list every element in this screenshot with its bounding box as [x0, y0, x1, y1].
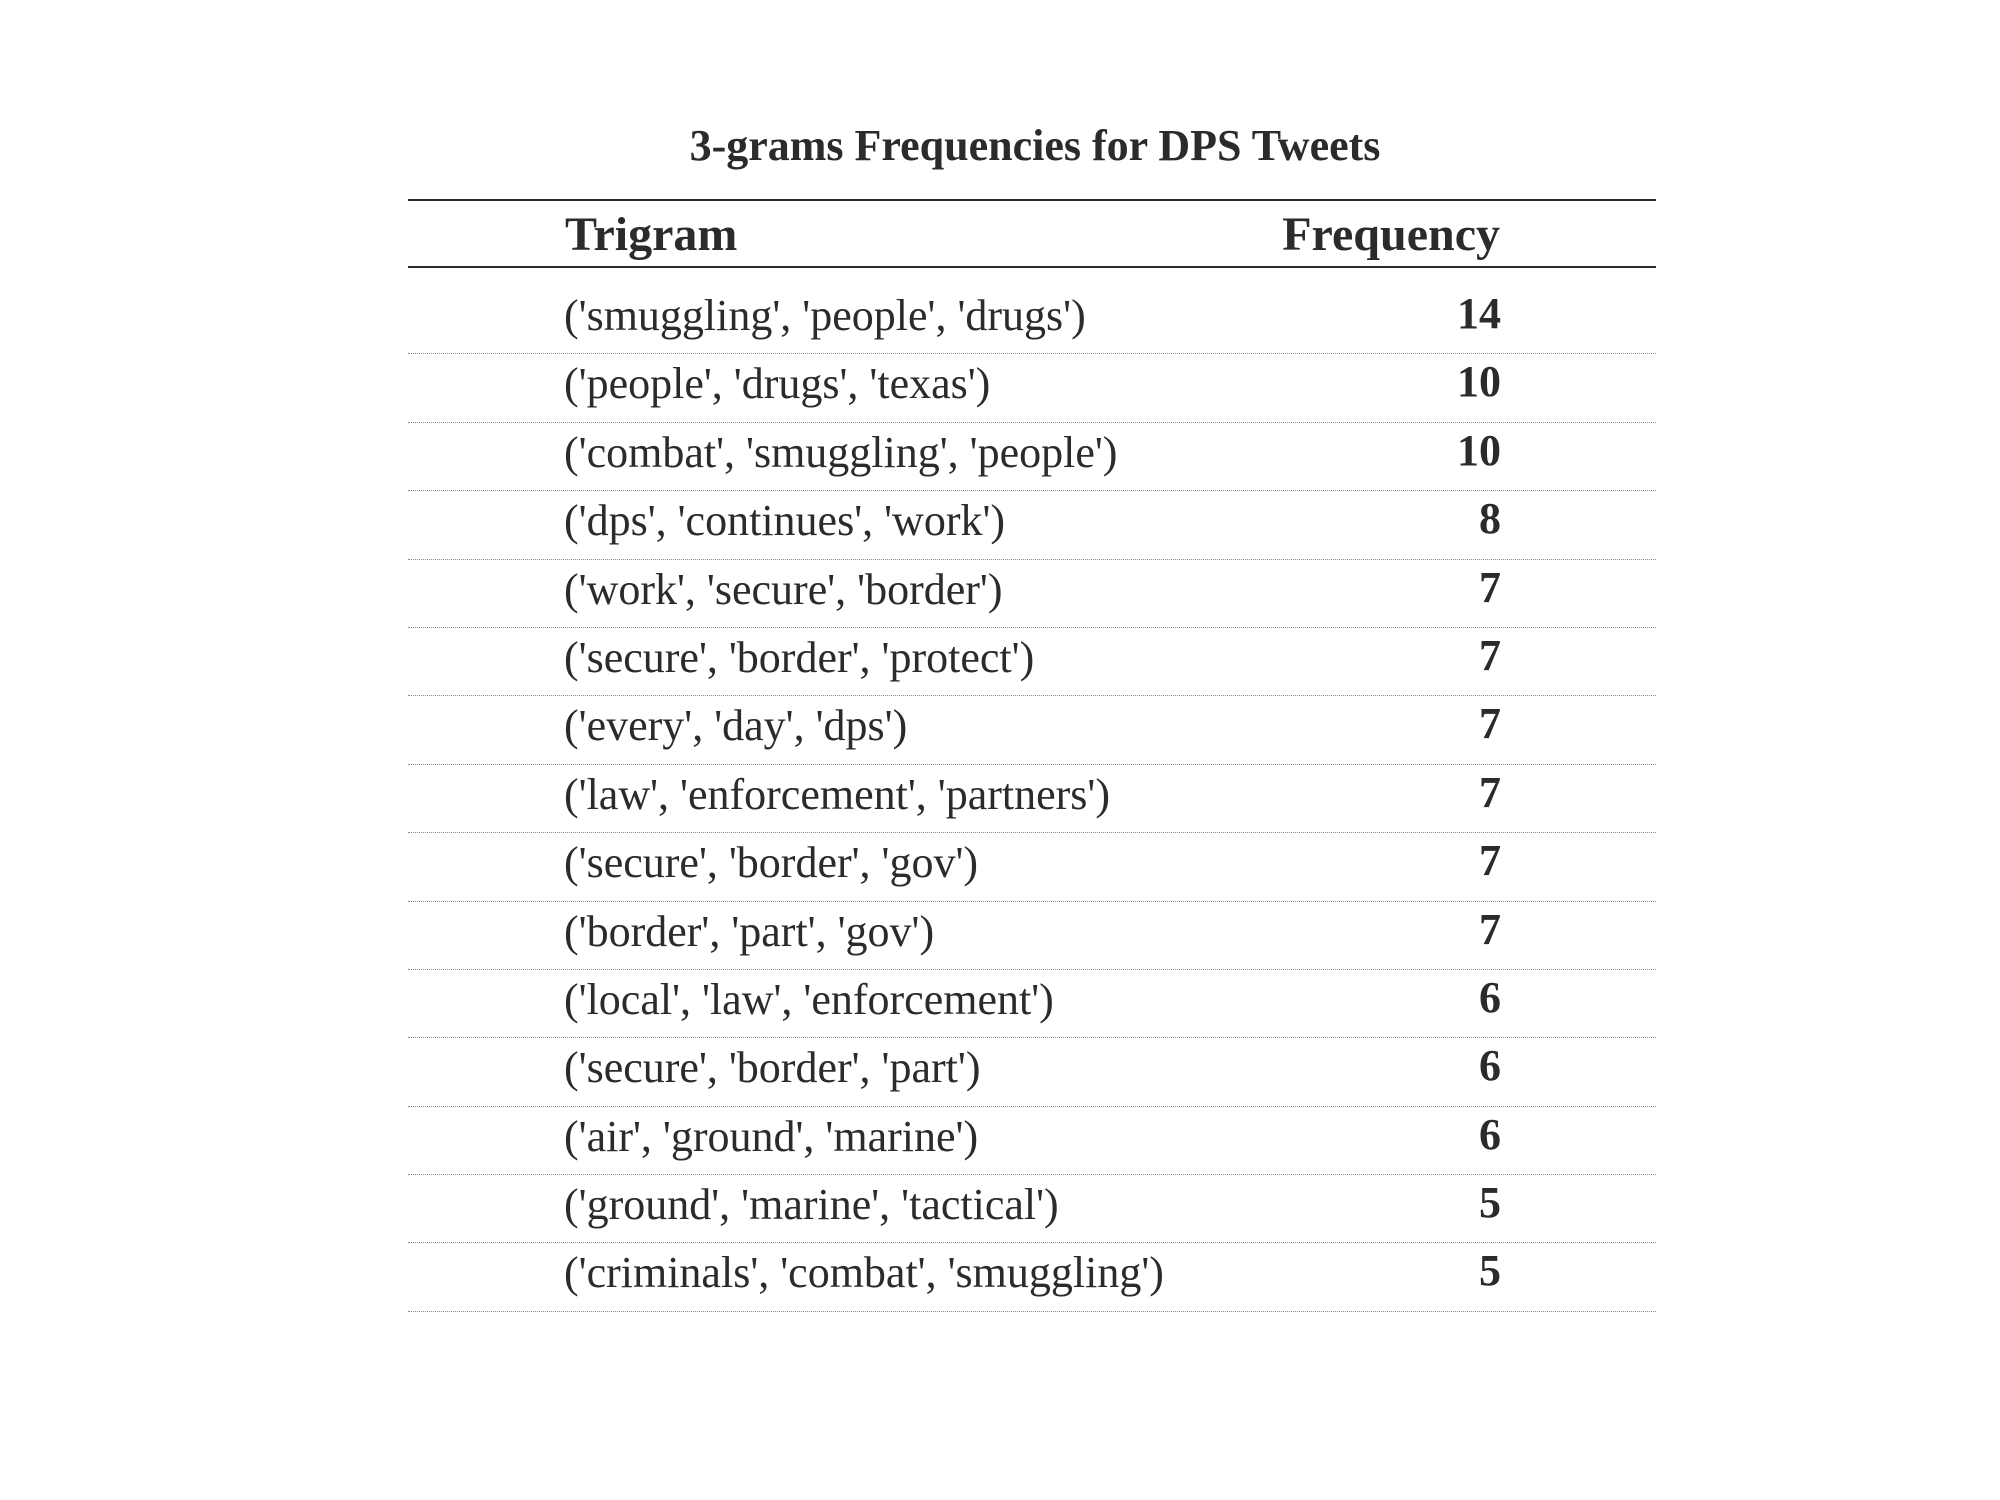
frequency-cell: 10	[1457, 357, 1501, 407]
frequency-cell: 6	[1479, 1041, 1501, 1091]
header-rule	[408, 266, 1656, 268]
table-row	[408, 423, 1656, 491]
frequency-cell: 14	[1457, 289, 1501, 338]
trigram-cell: ('combat', 'smuggling', 'people')	[564, 427, 1118, 477]
frequency-cell: 7	[1479, 699, 1501, 749]
trigram-cell: ('secure', 'border', 'part')	[564, 1043, 981, 1093]
trigram-cell: ('air', 'ground', 'marine')	[564, 1111, 979, 1161]
trigram-cell: ('dps', 'continues', 'work')	[564, 496, 1006, 546]
trigram-cell: ('criminals', 'combat', 'smuggling')	[564, 1248, 1164, 1298]
frequency-cell: 5	[1479, 1246, 1501, 1296]
frequency-cell: 8	[1479, 494, 1501, 544]
table-top-rule	[408, 199, 1656, 201]
table-row	[408, 1038, 1656, 1106]
frequency-cell: 7	[1479, 630, 1501, 680]
table-row	[408, 902, 1656, 970]
table-row	[408, 628, 1656, 696]
table-row	[408, 970, 1656, 1038]
table-row	[408, 833, 1656, 901]
table-row	[408, 1107, 1656, 1175]
trigram-cell: ('law', 'enforcement', 'partners')	[564, 769, 1110, 819]
frequency-cell: 10	[1457, 425, 1501, 475]
table-row	[408, 354, 1656, 422]
frequency-cell: 6	[1479, 1109, 1501, 1159]
trigram-cell: ('every', 'day', 'dps')	[564, 701, 908, 751]
table-row	[408, 491, 1656, 559]
table-row	[408, 560, 1656, 628]
trigram-cell: ('local', 'law', 'enforcement')	[564, 974, 1054, 1024]
table-row	[408, 1175, 1656, 1243]
trigram-cell: ('secure', 'border', 'gov')	[564, 838, 979, 888]
column-header-frequency: Frequency	[1282, 208, 1500, 261]
frequency-cell: 6	[1479, 972, 1501, 1022]
column-header-trigram: Trigram	[565, 208, 738, 261]
trigram-cell: ('ground', 'marine', 'tactical')	[564, 1180, 1059, 1230]
frequency-cell: 5	[1479, 1178, 1501, 1228]
table-row	[408, 765, 1656, 833]
frequency-cell: 7	[1479, 904, 1501, 954]
trigram-cell: ('people', 'drugs', 'texas')	[564, 359, 991, 409]
frequency-cell: 7	[1479, 836, 1501, 886]
table-title: 3-grams Frequencies for DPS Tweets	[689, 121, 1381, 170]
frequency-cell: 7	[1479, 767, 1501, 817]
table-row	[408, 696, 1656, 764]
trigram-cell: ('border', 'part', 'gov')	[564, 906, 935, 956]
trigram-cell: ('secure', 'border', 'protect')	[564, 632, 1035, 682]
table-row	[408, 286, 1656, 354]
frequency-cell: 7	[1479, 562, 1501, 612]
table-row	[408, 1243, 1656, 1311]
trigram-cell: ('smuggling', 'people', 'drugs')	[564, 291, 1086, 340]
trigram-cell: ('work', 'secure', 'border')	[564, 564, 1003, 614]
table-body	[408, 286, 1656, 1312]
